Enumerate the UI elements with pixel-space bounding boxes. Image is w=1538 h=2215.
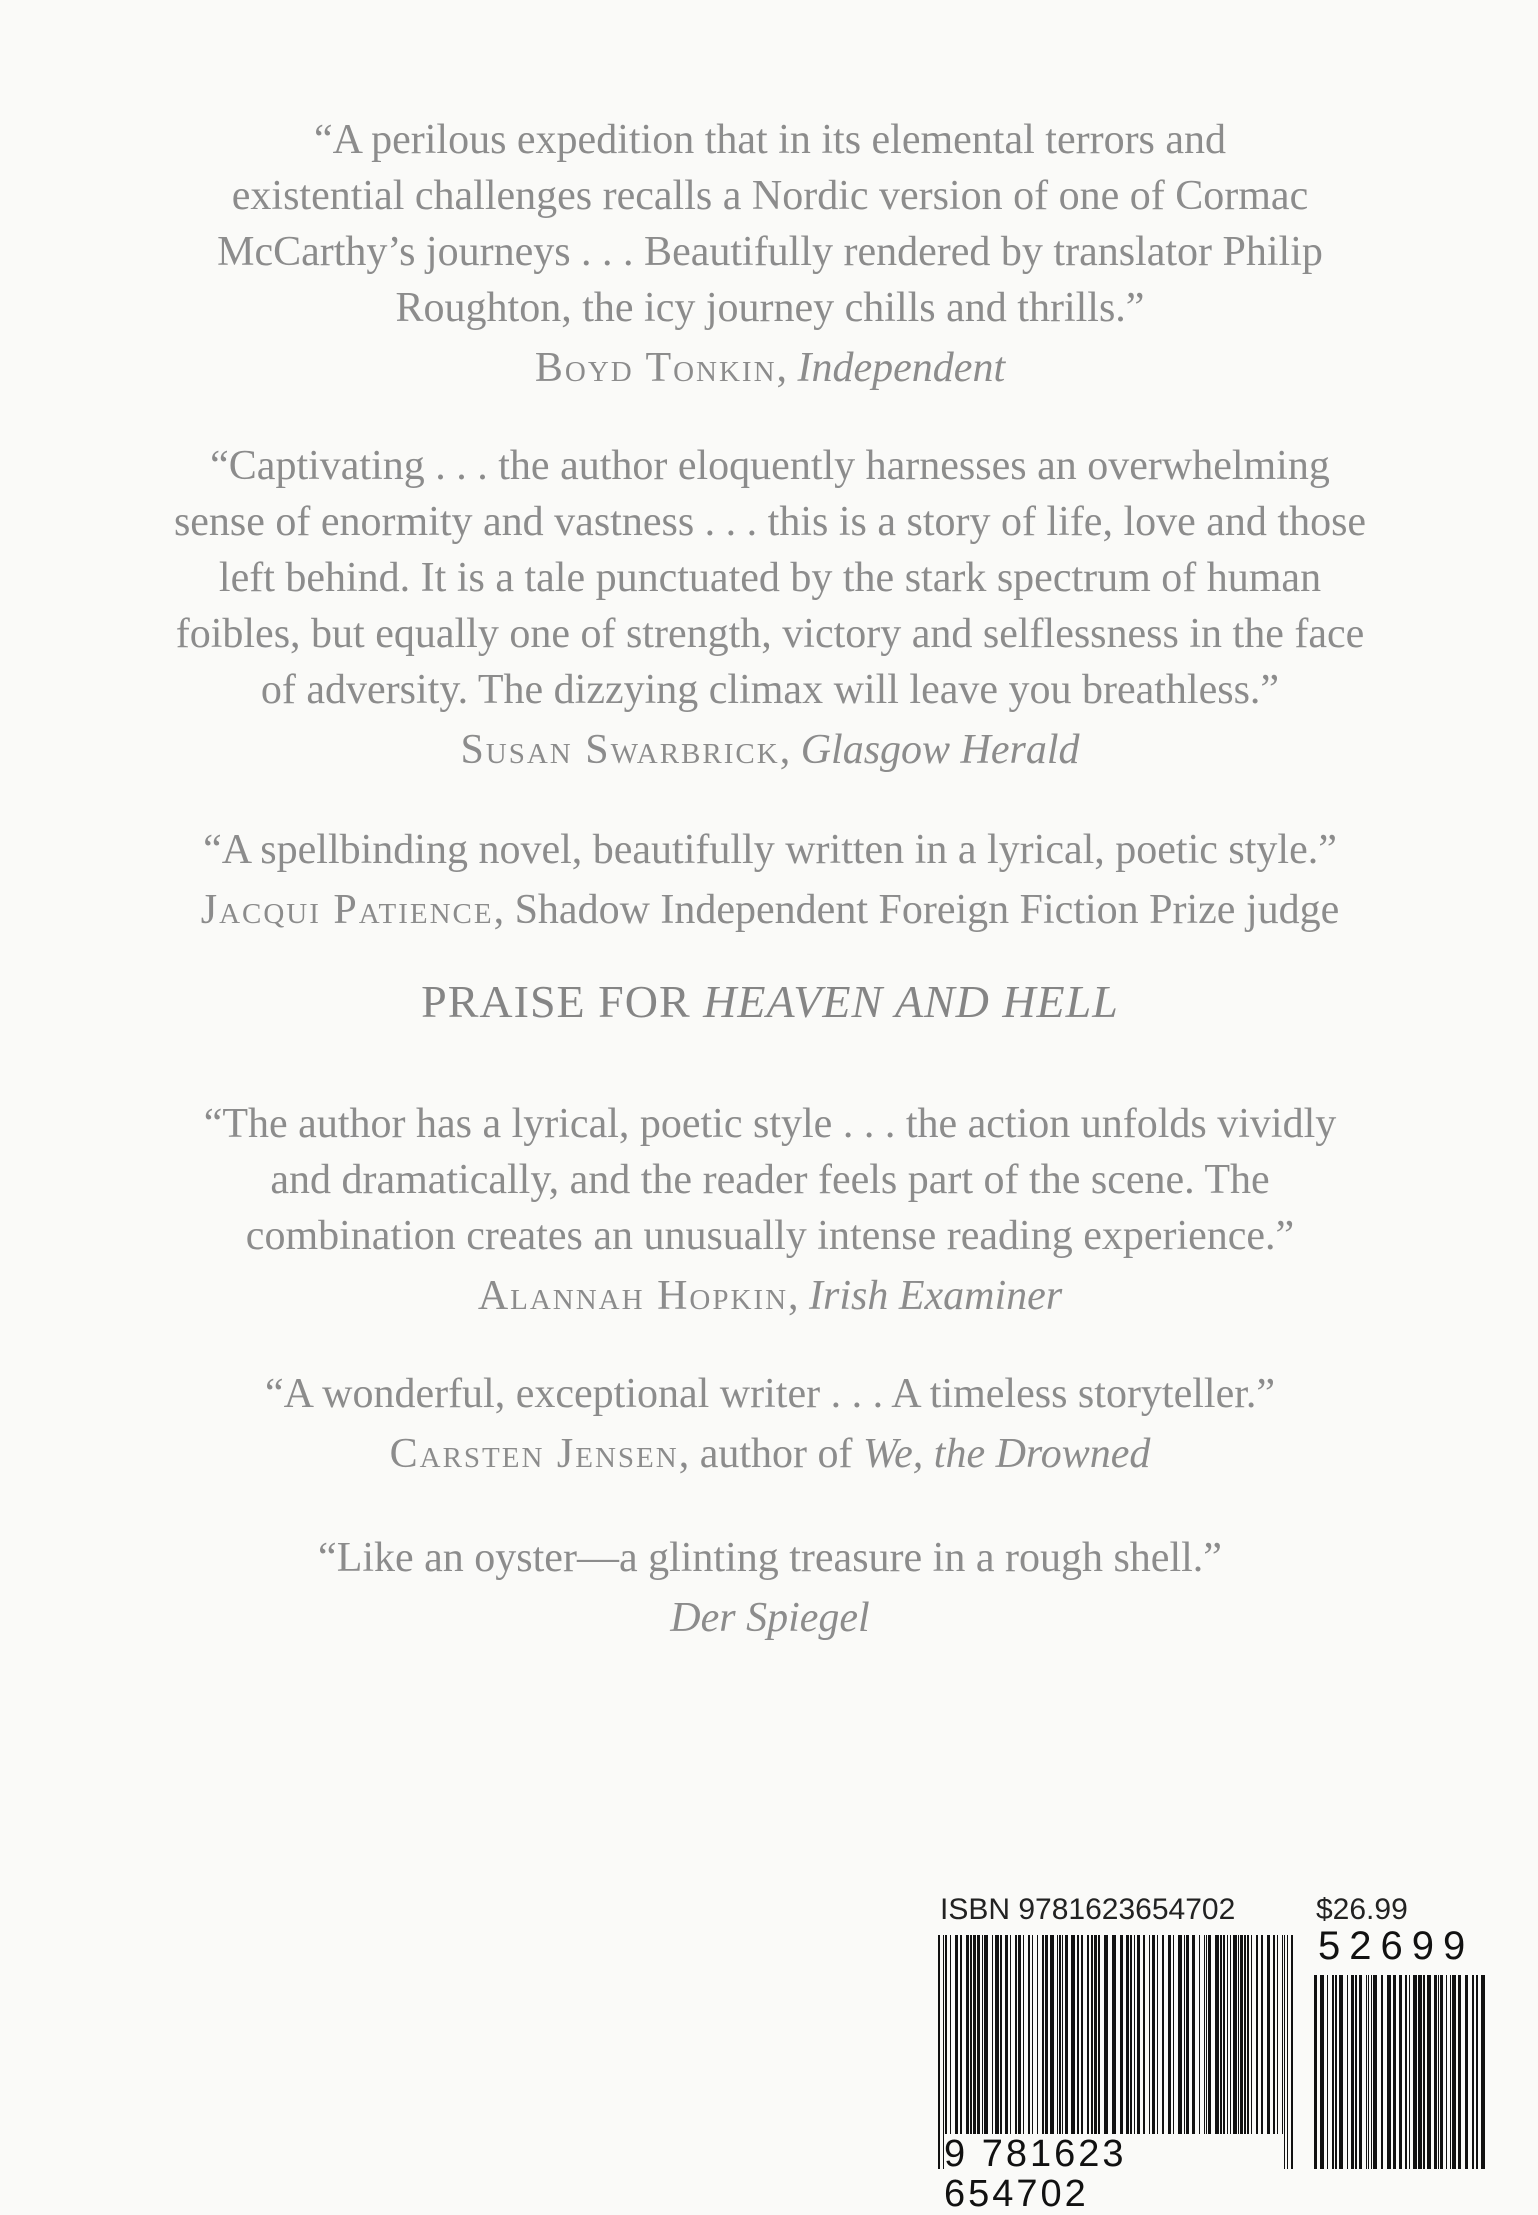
barcode-bar [1366,1975,1367,2169]
review-attribution [160,722,1380,778]
barcode-bar [1458,1975,1461,2169]
barcode-bar [1339,1975,1343,2169]
barcode-bar [1335,1975,1337,2169]
publication-name: Irish Examiner [809,1273,1063,1319]
review-independent [160,112,1380,396]
publication-name: We, the Drowned [863,1431,1151,1477]
barcode-bar [1427,1975,1431,2169]
review-attribution [160,1268,1380,1324]
price-label: $26.99 [1316,1893,1408,1926]
price-code: 52699 [1318,1924,1475,1968]
review-irish-examiner [160,1096,1380,1324]
barcode-bar [1314,1975,1317,2169]
reviewer-name: Susan Swarbrick [460,727,780,773]
barcode-bar [1359,1975,1362,2169]
barcode-bar [1347,1975,1348,2169]
barcode-bar [1327,1975,1328,2169]
review-attribution [160,1590,1380,1646]
isbn-label: ISBN 9781623654702 [940,1893,1236,1926]
barcode-bar [1413,1975,1417,2169]
review-quote: “A wonderful, exceptional writer . . . A timeless storyteller.” [264,1371,1276,1417]
reviewer-name: Alannah Hopkin [477,1273,789,1319]
barcode-bar [1351,1975,1354,2169]
barcode-bar [1465,1975,1468,2169]
review-attribution [160,882,1380,938]
attribution-separator: , author of [678,1431,864,1477]
barcode-bar [1332,1975,1334,2169]
barcode-bar [1476,1975,1478,2169]
review-quote: “A spellbinding novel, beautifully written in a lyrical, poetic style.” [203,827,1337,873]
barcode-bar [1355,1975,1357,2169]
publication-name: Der Spiegel [670,1595,870,1641]
barcode-bar [1438,1975,1439,2169]
barcode-digits: 9 781623 654702 [944,2134,1284,2214]
barcode-bar [1371,1975,1372,2169]
barcode-bar [1287,1935,1288,2169]
barcode-bar [1481,1975,1485,2169]
barcode-bar [1409,1975,1410,2169]
barcode-bar [1423,1975,1425,2169]
review-quote: “Captivating . . . the author eloquently harnesses an overwhelming sense of enormity and vastness . . . this is a story of life, love and those left behind. It is a tale punctuated by the stark spectrum of human foibles, but equally one of strength, victory and selflessness in the face of adversity. The dizzying climax will leave you breathless.” [173,443,1367,713]
reviewer-name: Jacqui Patience [200,887,494,933]
barcode-bar [1452,1975,1456,2169]
barcode-bar [1434,1975,1437,2169]
review-carsten-jensen [160,1366,1380,1482]
heading-prefix: PRAISE FOR [421,976,704,1027]
barcode-bar [1399,1975,1402,2169]
publication-name: Glasgow Herald [800,727,1080,773]
barcode-bar [1320,1975,1324,2169]
attribution-separator: , [776,345,798,391]
barcode-bar [1472,1975,1474,2169]
attribution-separator: , [493,887,515,933]
praise-heading [160,975,1380,1028]
review-quote: “The author has a lyrical, poetic style . . . the action unfolds vividly and dramatically, and the reader feels part of the scene. The combination creates an unusually intense reading experience.” [203,1101,1337,1259]
barcode-bar [1387,1975,1391,2169]
barcode-bar [1405,1975,1407,2169]
publication-name: Independent [797,345,1006,391]
barcode-bar [1373,1975,1377,2169]
attribution-separator: , [779,727,801,773]
barcode-bar [1393,1975,1396,2169]
review-quote: “Like an oyster—a glinting treasure in a rough shell.” [318,1535,1222,1581]
heading-book-title: HEAVEN AND HELL [703,976,1119,1027]
barcode-bar [1446,1975,1447,2169]
review-shadow-iffp [160,822,1380,938]
reviewer-name: Carsten Jensen [389,1431,679,1477]
review-quote: “A perilous expedition that in its elemental terrors and existential challenges recalls a Nordic version of one of Cormac McCarthy’s journeys . . . Beautifully rendered by translator Philip Roughton, the icy journey chills and thrills.” [217,117,1323,331]
barcode-bar [1291,1935,1293,2169]
price-barcode [1314,1975,1490,2169]
review-der-spiegel [160,1530,1380,1646]
barcode-bar [1381,1975,1383,2169]
barcode-bar [938,1935,940,2169]
barcode-bar [1440,1975,1443,2169]
barcode-bar [1368,1975,1369,2169]
barcode-bar [1284,1935,1285,2169]
publication-name: Shadow Independent Foreign Fiction Prize judge [514,887,1340,933]
reviewer-name: Boyd Tonkin [534,345,777,391]
review-glasgow-herald [160,438,1380,778]
barcode-bar [1418,1975,1422,2169]
review-attribution [160,340,1380,396]
attribution-separator: , [788,1273,810,1319]
barcode-bar [1450,1975,1451,2169]
review-attribution [160,1426,1380,1482]
